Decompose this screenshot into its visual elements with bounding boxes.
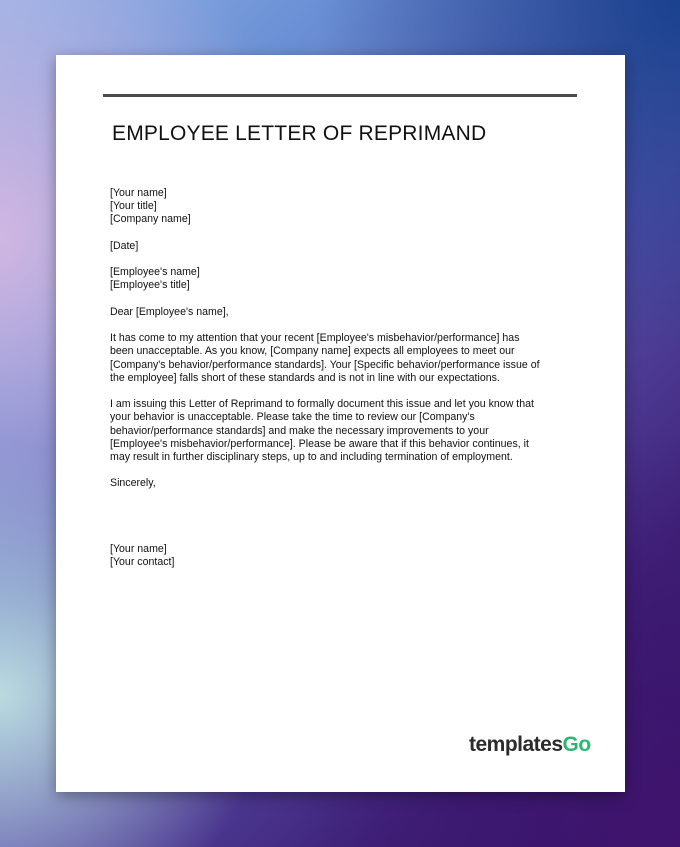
salutation: Dear [Employee's name], — [110, 305, 229, 318]
signature-block — [110, 543, 572, 569]
date-block — [110, 240, 572, 253]
recipient-title: [Employee's title] — [110, 279, 190, 292]
paragraph-line: your behavior is unacceptable. Please take the time to review our [Company's — [110, 411, 475, 424]
paragraph-line: may result in further disciplinary steps, up to and including termination of employment. — [110, 450, 513, 463]
paragraph-line: been unacceptable. As you know, [Company name] expects all employees to meet our — [110, 345, 515, 358]
letter-page — [56, 55, 625, 792]
closing: Sincerely, — [110, 477, 156, 490]
sender-company: [Company name] — [110, 213, 191, 226]
signature-contact: [Your contact] — [110, 555, 175, 568]
top-divider — [103, 94, 577, 97]
salutation-block — [110, 306, 572, 319]
logo-text-templates: templates — [469, 733, 563, 756]
letter-body — [110, 187, 572, 569]
recipient-name: [Employee's name] — [110, 266, 200, 279]
closing-block — [110, 477, 572, 490]
body-paragraph-2 — [110, 398, 572, 464]
letter-date: [Date] — [110, 239, 139, 252]
recipient-block — [110, 266, 572, 292]
logo-text-go: Go — [562, 733, 591, 756]
body-paragraph-1 — [110, 332, 572, 385]
paragraph-line: [Company's behavior/performance standards]. Your [Specific behavior/performance issue of — [110, 358, 540, 371]
document-title: EMPLOYEE LETTER OF REPRIMAND — [112, 122, 487, 145]
paragraph-line: behavior/performance standards] and make the necessary improvements to your — [110, 424, 489, 437]
paragraph-line: It has come to my attention that your recent [Employee's misbehavior/performance] has — [110, 332, 520, 345]
sender-title: [Your title] — [110, 200, 157, 213]
templatesgo-logo — [469, 733, 591, 761]
sender-name: [Your name] — [110, 187, 167, 199]
sender-block — [110, 187, 572, 227]
paragraph-line: [Employee's misbehavior/performance]. Please be aware that if this behavior continues, it — [110, 437, 529, 450]
signature-name: [Your name] — [110, 542, 167, 555]
paragraph-line: I am issuing this Letter of Reprimand to formally document this issue and let you know that — [110, 398, 534, 411]
paragraph-line: the employee] falls short of these standards and is not in line with our expectations. — [110, 371, 500, 384]
